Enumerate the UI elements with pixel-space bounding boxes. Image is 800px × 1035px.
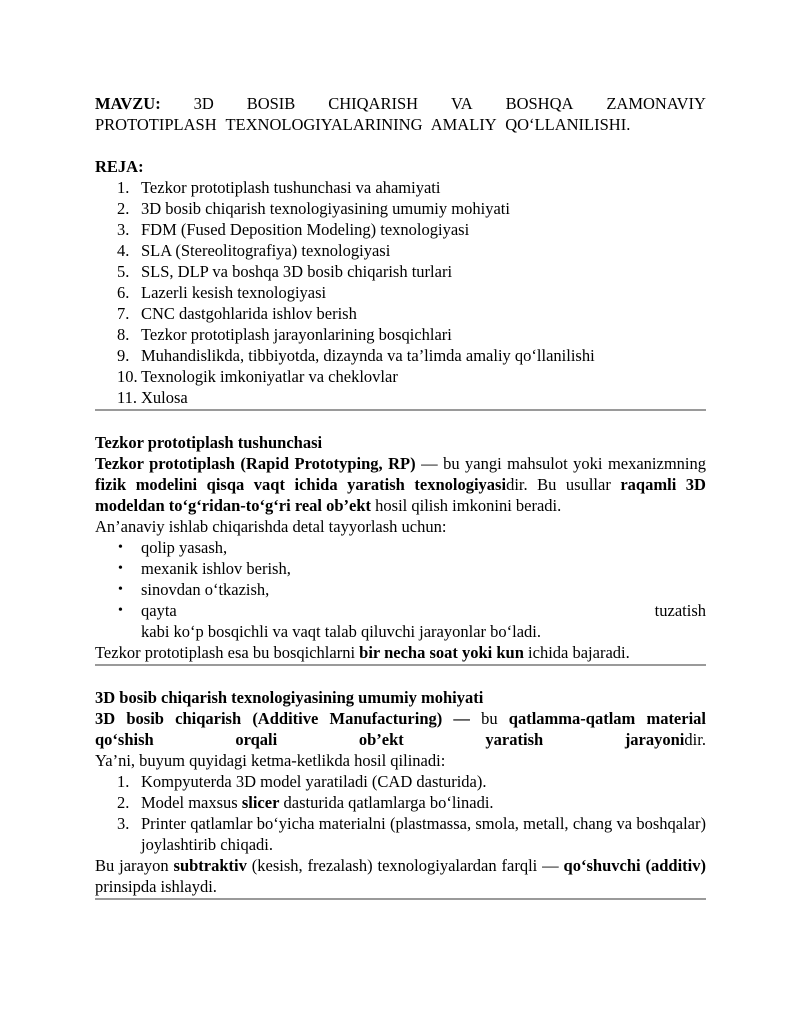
section-divider (95, 664, 706, 666)
plan-item: 1. Tezkor prototiplash tushunchasi va ahamiyati (117, 178, 441, 197)
topic-line-1 (95, 93, 706, 114)
bullet-item: • qayta tuzatish kabi ko‘p bosqichli va vaqt talab qiluvchi jarayonlar bo‘ladi. (118, 601, 706, 641)
paragraph: An’anaviy ishlab chiqarishda detal tayyorlash uchun: (95, 517, 447, 536)
bullet-item: • sinovdan o‘tkazish, (118, 580, 270, 599)
section-heading: Tezkor prototiplash tushunchasi (95, 433, 323, 452)
plan-list (95, 177, 706, 408)
section-divider (95, 409, 706, 411)
plan-item: 7. CNC dastgohlarida ishlov berish (117, 304, 357, 323)
plan-item: 5. SLS, DLP va boshqa 3D bosib chiqarish turlari (117, 262, 453, 281)
topic-word: VA (450, 94, 473, 113)
step-item: 1. Kompyuterda 3D model yaratiladi (CAD dasturida). (117, 772, 487, 791)
paragraph: Tezkor prototiplash esa bu bosqichlarni bir necha soat yoki kun ichida bajaradi. (95, 643, 630, 662)
section-divider (95, 898, 706, 900)
topic-label: MAVZU: (95, 94, 161, 113)
section-3d-printing (95, 687, 706, 897)
paragraph: Tezkor prototiplash (Rapid Prototyping, RP) — bu yangi mahsulot yoki mexanizmning fizik modelini qisqa vaqt ichida yaratish texnologiyasidir. Bu usullar raqamli 3D modeldan to‘g‘ridan-to‘g‘ri real ob’ekt hosil qilish imkonini beradi. (95, 454, 707, 515)
step-item: 2. Model maxsus slicer dasturida qatlamlarga bo‘linadi. (117, 793, 494, 812)
topic-word: 3D (193, 94, 214, 113)
section-heading: 3D bosib chiqarish texnologiyasining umumiy mohiyati (95, 688, 484, 707)
paragraph: Ya’ni, buyum quyidagi ketma-ketlikda hosil qilinadi: (95, 751, 446, 770)
topic-word: BOSIB (246, 94, 296, 113)
paragraph-line: qo‘shish orqali ob’ekt yaratish jarayonidir. (95, 730, 706, 749)
section-rapid-prototyping (95, 432, 706, 663)
document-page (95, 93, 706, 900)
plan-item: 11. Xulosa (117, 388, 188, 407)
paragraph: Bu jarayon subtraktiv (kesish, frezalash) texnologiyalardan farqli — qo‘shuvchi (additiv) prinsipda ishlaydi. (95, 856, 706, 896)
topic-line-2: PROTOTIPLASH TEXNOLOGIYALARINING AMALIY QO‘LLANILISHI. (95, 115, 631, 134)
plan-heading: REJA: (95, 157, 144, 176)
bullet-item: • mexanik ishlov berish, (118, 559, 291, 578)
plan-item: 8. Tezkor prototiplash jarayonlarining bosqichlari (117, 325, 452, 344)
plan-item: 10. Texnologik imkoniyatlar va cheklovlar (117, 367, 398, 386)
step-item: 3. Printer qatlamlar bo‘yicha materialni (plastmassa, smola, metall, chang va boshqalar) joylashtirib chiqadi. (117, 814, 706, 854)
plan-item: 2. 3D bosib chiqarish texnologiyasining umumiy mohiyati (117, 199, 510, 218)
paragraph-line: 3D bosib chiqarish (Additive Manufacturing) — bu qatlamma-qatlam material (95, 709, 707, 728)
plan-item: 3. FDM (Fused Deposition Modeling) texnologiyasi (117, 220, 470, 239)
plan-item: 4. SLA (Stereolitografiya) texnologiyasi (117, 241, 391, 260)
topic-word: ZAMONAVIY (606, 94, 706, 113)
topic-word: CHIQARISH (328, 94, 419, 113)
plan-item: 6. Lazerli kesish texnologiyasi (117, 283, 327, 302)
plan-item: 9. Muhandislikda, tibbiyotda, dizaynda va ta’limda amaliy qo‘llanilishi (117, 346, 595, 365)
topic-word: BOSHQA (505, 94, 574, 113)
bullet-item: • qolip yasash, (118, 538, 228, 557)
